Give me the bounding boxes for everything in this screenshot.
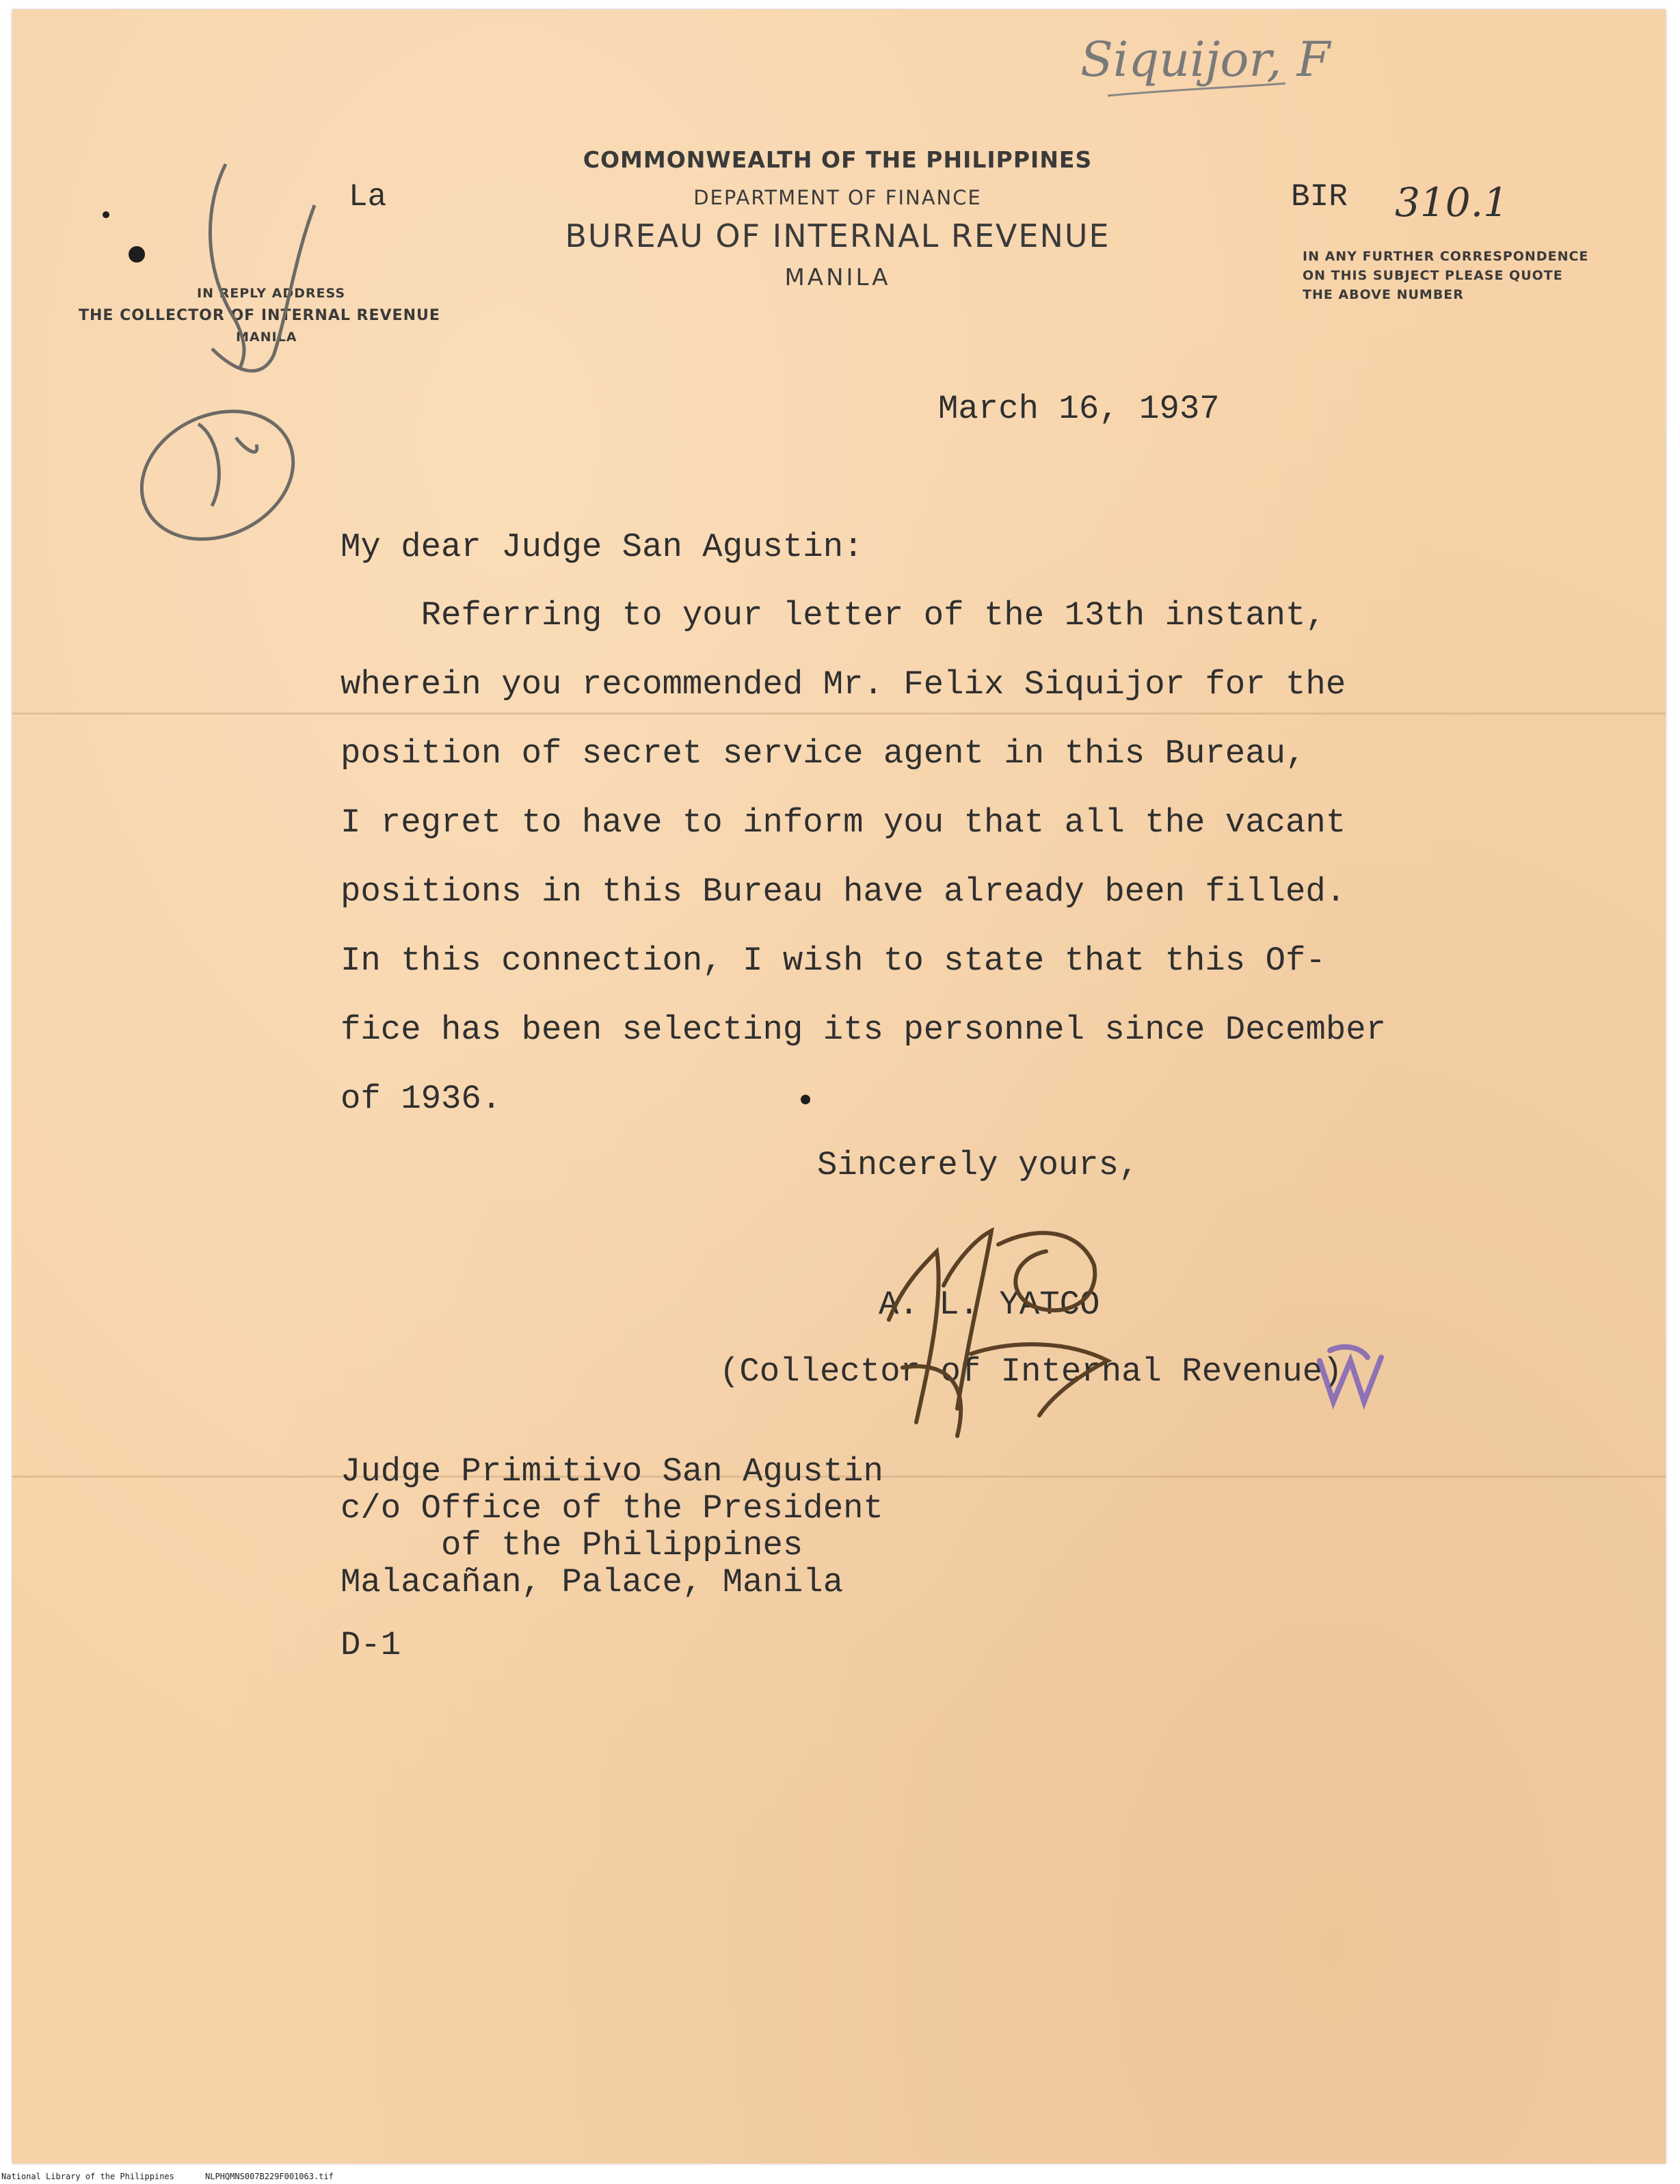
reference-note-line3: THE ABOVE NUMBER (1303, 287, 1464, 302)
reply-address-city: MANILA (236, 330, 297, 345)
letterhead-department: DEPARTMENT OF FINANCE (693, 186, 982, 209)
body-line: Referring to your letter of the 13th instant, (341, 596, 1326, 635)
letterhead-bureau: BUREAU OF INTERNAL REVENUE (565, 217, 1110, 254)
body-line: I regret to have to inform you that all the vacant (341, 803, 1346, 842)
pencil-mark (210, 164, 244, 369)
body-line: wherein you recommended Mr. Felix Siquijor for the (341, 665, 1346, 704)
footer-library: National Library of the Philippines (1, 2172, 174, 2181)
reply-address-label: IN REPLY ADDRESS (197, 286, 346, 301)
ink-dot (801, 1095, 810, 1104)
reference-prefix: BIR (1291, 179, 1348, 215)
letter-closing: Sincerely yours, (817, 1146, 1139, 1184)
reply-address-collector: THE COLLECTOR OF INTERNAL REVENUE (79, 307, 440, 324)
addressee-line: c/o Office of the President (341, 1489, 883, 1528)
signature (889, 1231, 1108, 1436)
reference-number-handwritten: 310.1 (1395, 179, 1509, 226)
addressee-line: Judge Primitivo San Agustin (341, 1452, 883, 1491)
signatory-name: A. L. YATCO (879, 1286, 1100, 1324)
handwritten-name-note: Siquijor, F (1080, 31, 1331, 88)
ink-dot (103, 211, 109, 218)
addressee-line: Malacañan, Palace, Manila (341, 1563, 844, 1601)
pencil-mark (212, 205, 315, 371)
reference-code: D-1 (341, 1626, 401, 1664)
signatory-title: (Collector of Internal Revenue) (719, 1353, 1343, 1391)
reference-note-line1: IN ANY FURTHER CORRESPONDENCE (1303, 249, 1589, 264)
pencil-underline (1108, 83, 1285, 96)
pencil-mark (198, 424, 257, 506)
body-line: In this connection, I wish to state that this Of- (341, 942, 1326, 980)
reference-note-line2: ON THIS SUBJECT PLEASE QUOTE (1303, 268, 1563, 283)
letter-salutation: My dear Judge San Agustin: (341, 528, 864, 566)
ink-blot (129, 246, 145, 263)
body-line: position of secret service agent in this Bureau, (341, 734, 1306, 773)
letter-date: March 16, 1937 (938, 390, 1220, 428)
addressee-line: of the Philippines (341, 1526, 803, 1564)
typed-initials: La (349, 179, 387, 215)
body-line: positions in this Bureau have already been filled. (341, 873, 1346, 911)
body-line: fice has been selecting its personnel since December (341, 1011, 1387, 1049)
footer-filename: NLPHQMNS007B229F001063.tif (205, 2172, 334, 2181)
body-line: of 1936. (341, 1080, 502, 1118)
letterhead-city: MANILA (784, 264, 891, 291)
letterhead-commonwealth: COMMONWEALTH OF THE PHILIPPINES (583, 146, 1093, 173)
stamp-mark (1320, 1347, 1381, 1402)
